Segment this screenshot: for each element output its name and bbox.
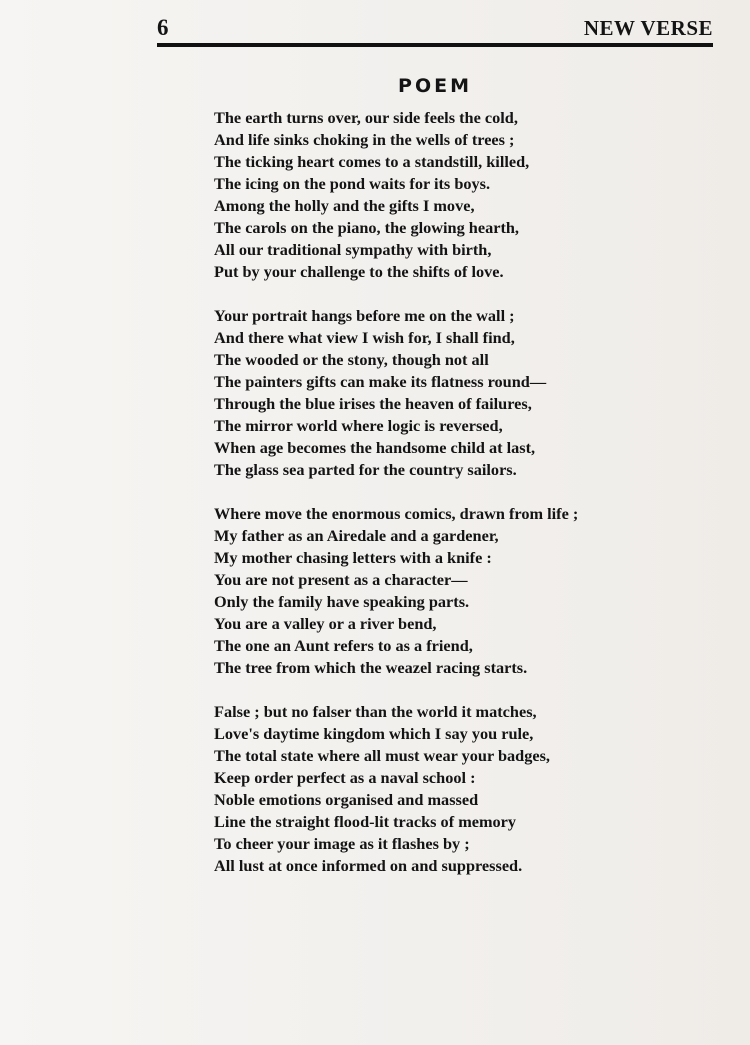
poem-line: You are not present as a character— bbox=[214, 570, 468, 589]
poem-line: My father as an Airedale and a gardener, bbox=[214, 526, 499, 545]
poem-line: And there what view I wish for, I shall find, bbox=[214, 328, 515, 347]
poem-line: When age becomes the handsome child at last, bbox=[214, 438, 536, 457]
page-number: 6 bbox=[157, 15, 169, 40]
stanza-1 bbox=[214, 107, 694, 283]
header-rule bbox=[157, 43, 713, 47]
running-header bbox=[157, 14, 713, 44]
poem-line: Where move the enormous comics, drawn from life ; bbox=[214, 504, 579, 523]
stanza-4 bbox=[214, 701, 694, 877]
poem-line: And life sinks choking in the wells of trees ; bbox=[214, 130, 515, 149]
poem-title: POEM bbox=[398, 75, 472, 97]
stanza-2 bbox=[214, 305, 694, 481]
poem-line: The tree from which the weazel racing starts. bbox=[214, 658, 528, 677]
poem-line: Put by your challenge to the shifts of love. bbox=[214, 262, 504, 281]
journal-title: NEW VERSE bbox=[583, 16, 713, 40]
stanza-3 bbox=[214, 503, 694, 679]
poem-line: Among the holly and the gifts I move, bbox=[214, 196, 475, 215]
poem-line: Noble emotions organised and massed bbox=[214, 790, 479, 809]
poem-line: The ticking heart comes to a standstill, killed, bbox=[214, 152, 530, 171]
poem-line: The wooded or the stony, though not all bbox=[214, 350, 489, 369]
poem-line: All lust at once informed on and suppressed. bbox=[214, 856, 523, 875]
poem-line: Keep order perfect as a naval school : bbox=[214, 768, 476, 787]
poem-line: Your portrait hangs before me on the wall ; bbox=[214, 306, 515, 325]
poem-line: To cheer your image as it flashes by ; bbox=[214, 834, 470, 853]
poem-line: The painters gifts can make its flatness round— bbox=[214, 372, 547, 391]
poem-line: Love's daytime kingdom which I say you rule, bbox=[214, 724, 534, 743]
poem-line: My mother chasing letters with a knife : bbox=[214, 548, 492, 567]
poem-line: Line the straight flood-lit tracks of memory bbox=[214, 812, 517, 831]
poem-line: The glass sea parted for the country sailors. bbox=[214, 460, 517, 479]
poem-line: All our traditional sympathy with birth, bbox=[214, 240, 492, 259]
poem-line: You are a valley or a river bend, bbox=[214, 614, 437, 633]
poem-line: The carols on the piano, the glowing hearth, bbox=[214, 218, 519, 237]
poem-line: The one an Aunt refers to as a friend, bbox=[214, 636, 473, 655]
poem-body bbox=[214, 107, 694, 899]
poem-line: The mirror world where logic is reversed, bbox=[214, 416, 503, 435]
poem-line: Through the blue irises the heaven of failures, bbox=[214, 394, 532, 413]
poem-line: Only the family have speaking parts. bbox=[214, 592, 470, 611]
poem-line: The total state where all must wear your badges, bbox=[214, 746, 551, 765]
poem-line: The earth turns over, our side feels the cold, bbox=[214, 108, 518, 127]
poem-line: False ; but no falser than the world it matches, bbox=[214, 702, 537, 721]
poem-line: The icing on the pond waits for its boys. bbox=[214, 174, 491, 193]
